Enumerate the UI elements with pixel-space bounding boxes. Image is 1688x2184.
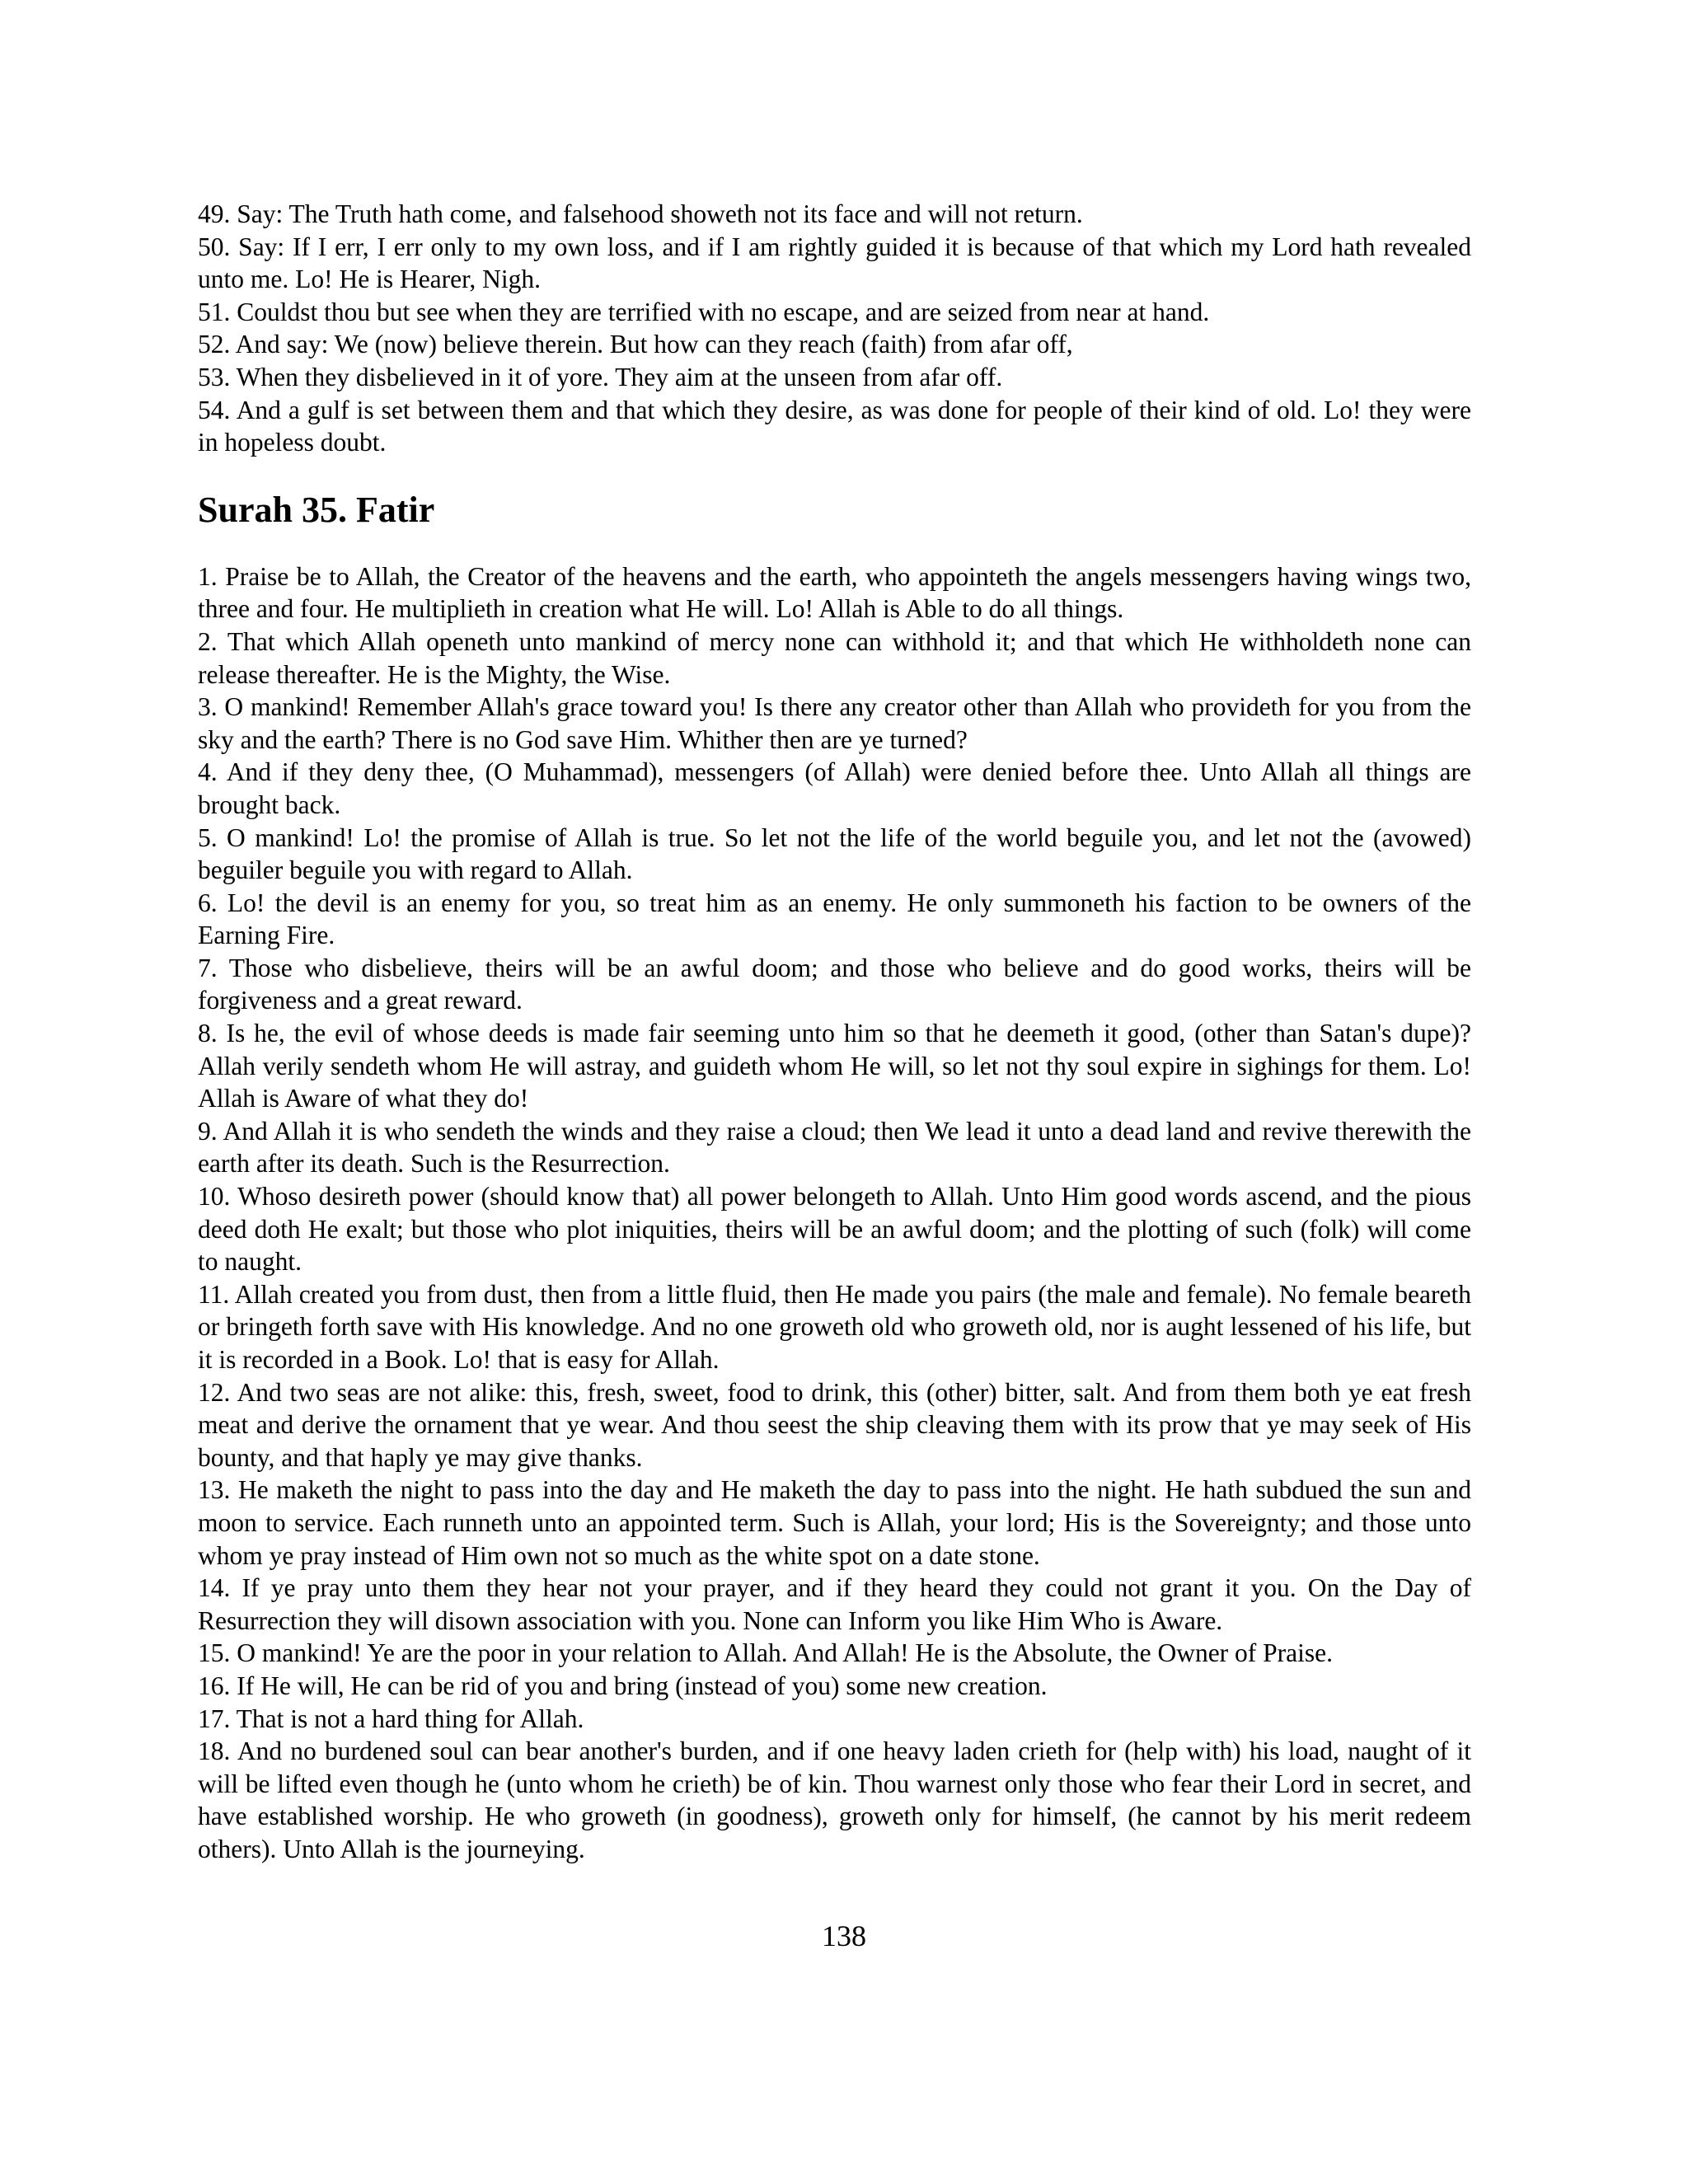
verse: 53. When they disbelieved in it of yore. They aim at the unseen from afar off. [198,362,1003,391]
verse: 7. Those who disbelieve, theirs will be an awful doom; and those who believe and do good works, theirs will be forgiveness and a great reward. [198,953,1471,1015]
verse: 10. Whoso desireth power (should know that) all power belongeth to Allah. Unto Him good words ascend, and the pious deed doth He exalt; but those who plot iniquities, theirs will be an awful doom; and the plotting of such (folk) will come to naught. [198,1182,1471,1277]
verse: 14. If ye pray unto them they hear not your prayer, and if they heard they could not grant it you. On the Day of Resurrection they will disown association with you. None can Inform you like Him Who is Aware. [198,1573,1471,1635]
verse: 8. Is he, the evil of whose deeds is made fair seeming unto him so that he deemeth it good, (other than Satan's dupe)? Allah verily sendeth whom He will astray, and guideth whom He will, so let not thy soul expire in sighings for them. Lo! Allah is Aware of what they do! [198,1019,1471,1113]
verse: 3. O mankind! Remember Allah's grace toward you! Is there any creator other than Allah who provideth for you from the sky and the earth? There is no God save Him. Whither then are ye turned? [198,692,1471,754]
verse: 52. And say: We (now) believe therein. But how can they reach (faith) from afar off, [198,330,1073,359]
page-number: 138 [822,1919,866,1952]
verse: 2. That which Allah openeth unto mankind of mercy none can withhold it; and that which He withholdeth none can release thereafter. He is the Mighty, the Wise. [198,626,1471,689]
verse: 11. Allah created you from dust, then from a little fluid, then He made you pairs (the male and female). No female beareth or bringeth forth save with His knowledge. And no one groweth old who groweth old, nor is aught lessened of his life, but it is recorded in a Book. Lo! that is easy for Allah. [198,1279,1471,1374]
verse: 12. And two seas are not alike: this, fresh, sweet, food to drink, this (other) bitter, salt. And from them both ye eat fresh meat and derive the ornament that ye wear. And thou seest the ship cleaving them with its prow that ye may seek of His bounty, and that haply ye may give thanks. [198,1377,1471,1472]
verse: 6. Lo! the devil is an enemy for you, so treat him as an enemy. He only summoneth his faction to be owners of the Earning Fire. [198,888,1471,950]
verse: 4. And if they deny thee, (O Muhammad), messengers (of Allah) were denied before thee. Unto Allah all things are brought back. [198,757,1471,819]
verse: 49. Say: The Truth hath come, and falsehood showeth not its face and will not return. [198,199,1083,228]
verse: 54. And a gulf is set between them and that which they desire, as was done for people of their kind of old. Lo! they were in hopeless doubt. [198,395,1471,457]
verse: 5. O mankind! Lo! the promise of Allah is true. So let not the life of the world beguile you, and let not the (avowed) beguiler beguile you with regard to Allah. [198,823,1471,885]
verse: 9. And Allah it is who sendeth the winds and they raise a cloud; then We lead it unto a dead land and revive therewith the earth after its death. Such is the Resurrection. [198,1116,1471,1179]
surah-verses-section [198,560,1471,1866]
verse: 13. He maketh the night to pass into the day and He maketh the day to pass into the night. He hath subdued the sun and moon to service. Each runneth unto an appointed term. Such is Allah, your lord; His is the Sovereignty; and those unto whom ye pray instead of Him own not so much as the white spot on a date stone. [198,1475,1471,1570]
verse: 16. If He will, He can be rid of you and bring (instead of you) some new creation. [198,1671,1048,1700]
verse: 17. That is not a hard thing for Allah. [198,1704,584,1733]
verse: 1. Praise be to Allah, the Creator of the heavens and the earth, who appointeth the angels messengers having wings two, three and four. He multiplieth in creation what He will. Lo! Allah is Able to do all things. [198,561,1471,624]
verse: 15. O mankind! Ye are the poor in your relation to Allah. And Allah! He is the Absolute, the Owner of Praise. [198,1638,1334,1668]
verse: 18. And no burdened soul can bear another's burden, and if one heavy laden crieth for (help with) his load, naught of it will be lifted even though he (unto whom he crieth) be of kin. Thou warnest only those who fear their Lord in secret, and have established worship. He who groweth (in goodness), groweth only for himself, (he cannot by his merit redeem others). Unto Allah is the journeying. [198,1736,1471,1863]
verse: 51. Couldst thou but see when they are terrified with no escape, and are seized from near at hand. [198,297,1210,326]
verse: 50. Say: If I err, I err only to my own loss, and if I am rightly guided it is because of that which my Lord hath revealed unto me. Lo! He is Hearer, Nigh. [198,232,1471,294]
document-page [198,198,1471,1866]
previous-surah-section [198,198,1471,459]
surah-title: Surah 35. Fatir [198,489,435,530]
